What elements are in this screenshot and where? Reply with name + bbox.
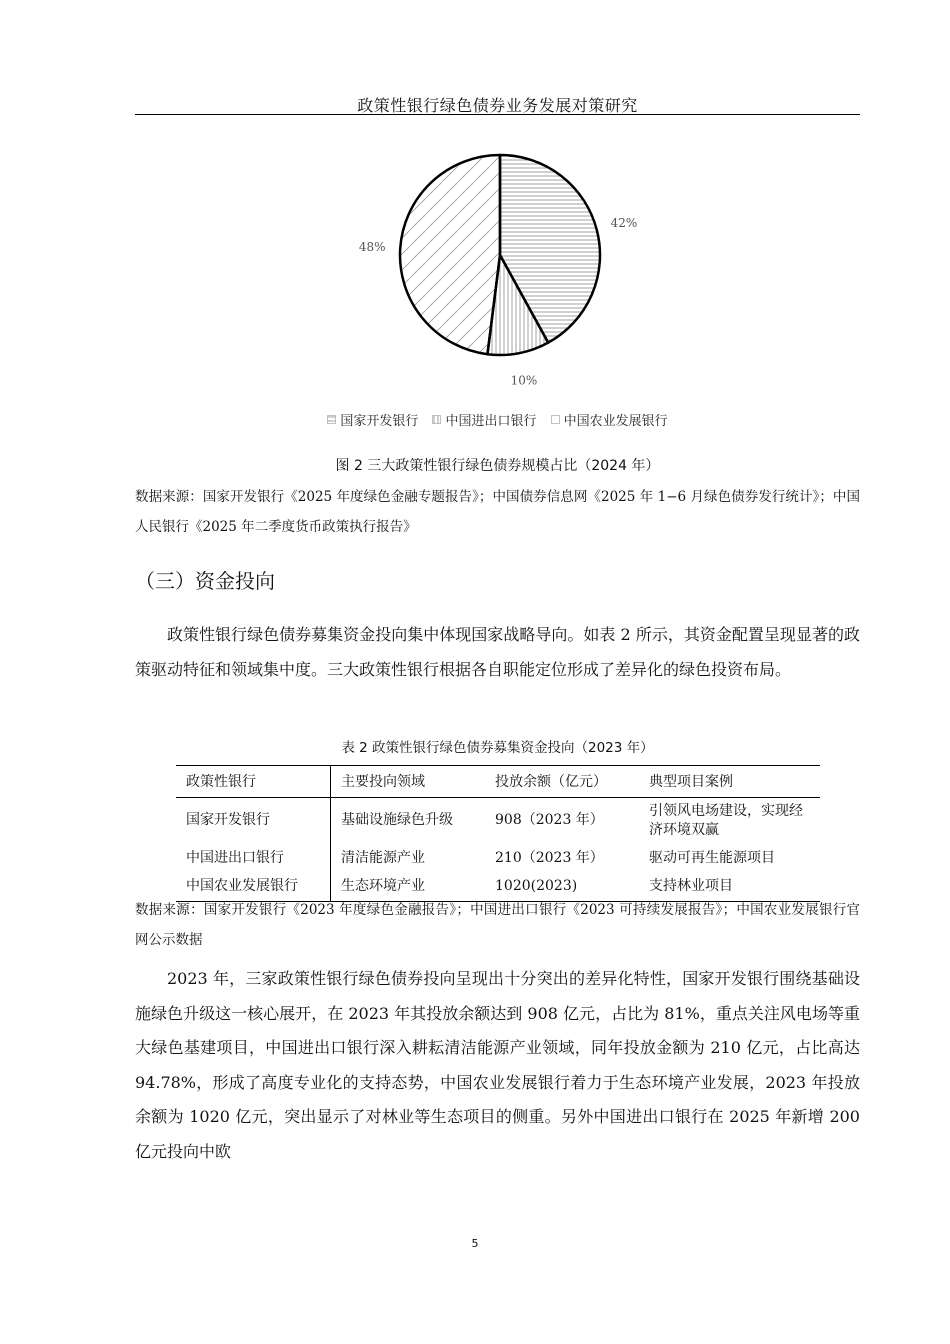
investment-table — [176, 765, 820, 902]
legend-swatch-horizontal — [327, 415, 336, 424]
table-row — [176, 798, 820, 844]
table-cell: 驱动可再生能源项目 — [649, 849, 775, 866]
table-cell: 引领风电场建设，实现经济环境双赢 — [649, 802, 803, 838]
pie-value-label: 10% — [510, 373, 538, 388]
pie-slices — [400, 155, 600, 355]
legend-item-cdb — [327, 410, 418, 429]
table-cell: 908（2023 年） — [495, 812, 604, 829]
table-cell: 清洁能源产业 — [341, 849, 425, 866]
legend-label: 中国农业发展银行 — [563, 414, 668, 429]
table-caption: 表 2 政策性银行绿色债券募集资金投向（2023 年） — [341, 740, 654, 756]
legend-item-exim — [432, 410, 536, 429]
table-row — [176, 844, 820, 873]
table-cell: 1020(2023) — [485, 873, 639, 902]
pie-slice — [400, 155, 500, 354]
table-cell: 210（2023 年） — [495, 849, 604, 866]
pie-value-label: 48% — [358, 239, 386, 254]
table-source-note: 数据来源：国家开发银行《2023 年度绿色金融报告》；中国进出口银行《2023 可持续发展报告》；中国农业发展银行官网公示数据 — [135, 902, 860, 948]
table-header-row — [176, 766, 820, 798]
legend-item-adbc — [551, 410, 668, 429]
section-heading: （三）资金投向 — [135, 569, 275, 593]
figure-source-note: 数据来源：国家开发银行《2025 年度绿色金融专题报告》；中国债券信息网《2025 年 1−6 月绿色债券发行统计》；中国人民银行《2025 年二季度货币政策执行报告》 — [135, 489, 860, 535]
body-paragraph: 政策性银行绿色债券募集资金投向集中体现国家战略导向。如表 2 所示，其资金配置呈现显著的政策驱动特征和领域集中度。三大政策性银行根据各自职能定位形成了差异化的绿色投资布局。 — [135, 625, 860, 679]
pie-value-label: 42% — [610, 216, 638, 231]
table-cell: 中国农业发展银行 — [176, 873, 331, 902]
legend-swatch-diagonal — [551, 415, 560, 424]
figure-caption: 图 2 三大政策性银行绿色债券规模占比（2024 年） — [335, 458, 660, 474]
pie-chart — [330, 150, 670, 395]
body-paragraph: 2023 年，三家政策性银行绿色债券投向呈现出十分突出的差异化特性，国家开发银行围绕基础设施绿色升级这一核心展开，在 2023 年其投放余额达到 908 亿元，占比为 81%，重点关注风电场等重大绿色基建项目，中国进出口银行深入耕耘清洁能源产业领域，同年投放金额为 210 亿元，占比高达 94.78%，形成了高度专业化的支持态势，中国农业发展银行着力于生态环境产业发展，2023 年投放余额为 1020 亿元，突出显示了对林业等生态项目的侧重。另外中国进出口银行在 2025 年新增 200 亿元投向中欧 — [135, 969, 860, 1161]
table-cell: 基础设施绿色升级 — [341, 812, 453, 829]
table-header-cell: 政策性银行 — [176, 766, 331, 798]
table-cell: 生态环境产业 — [331, 873, 486, 902]
chart-legend — [135, 410, 860, 429]
running-header: 政策性银行绿色债券业务发展对策研究 — [357, 96, 638, 115]
table-header-cell: 典型项目案例 — [639, 766, 820, 798]
table-cell: 国家开发银行 — [176, 798, 331, 844]
table-cell: 支持林业项目 — [639, 873, 820, 902]
table-cell: 中国进出口银行 — [176, 844, 331, 873]
page-number: 5 — [471, 1237, 479, 1250]
legend-swatch-vertical — [432, 415, 441, 424]
header-rule — [135, 114, 860, 115]
legend-label: 国家开发银行 — [340, 414, 419, 429]
table-header-cell: 主要投向领域 — [331, 766, 486, 798]
legend-label: 中国进出口银行 — [445, 414, 537, 429]
table-header-cell: 投放余额（亿元） — [485, 766, 639, 798]
